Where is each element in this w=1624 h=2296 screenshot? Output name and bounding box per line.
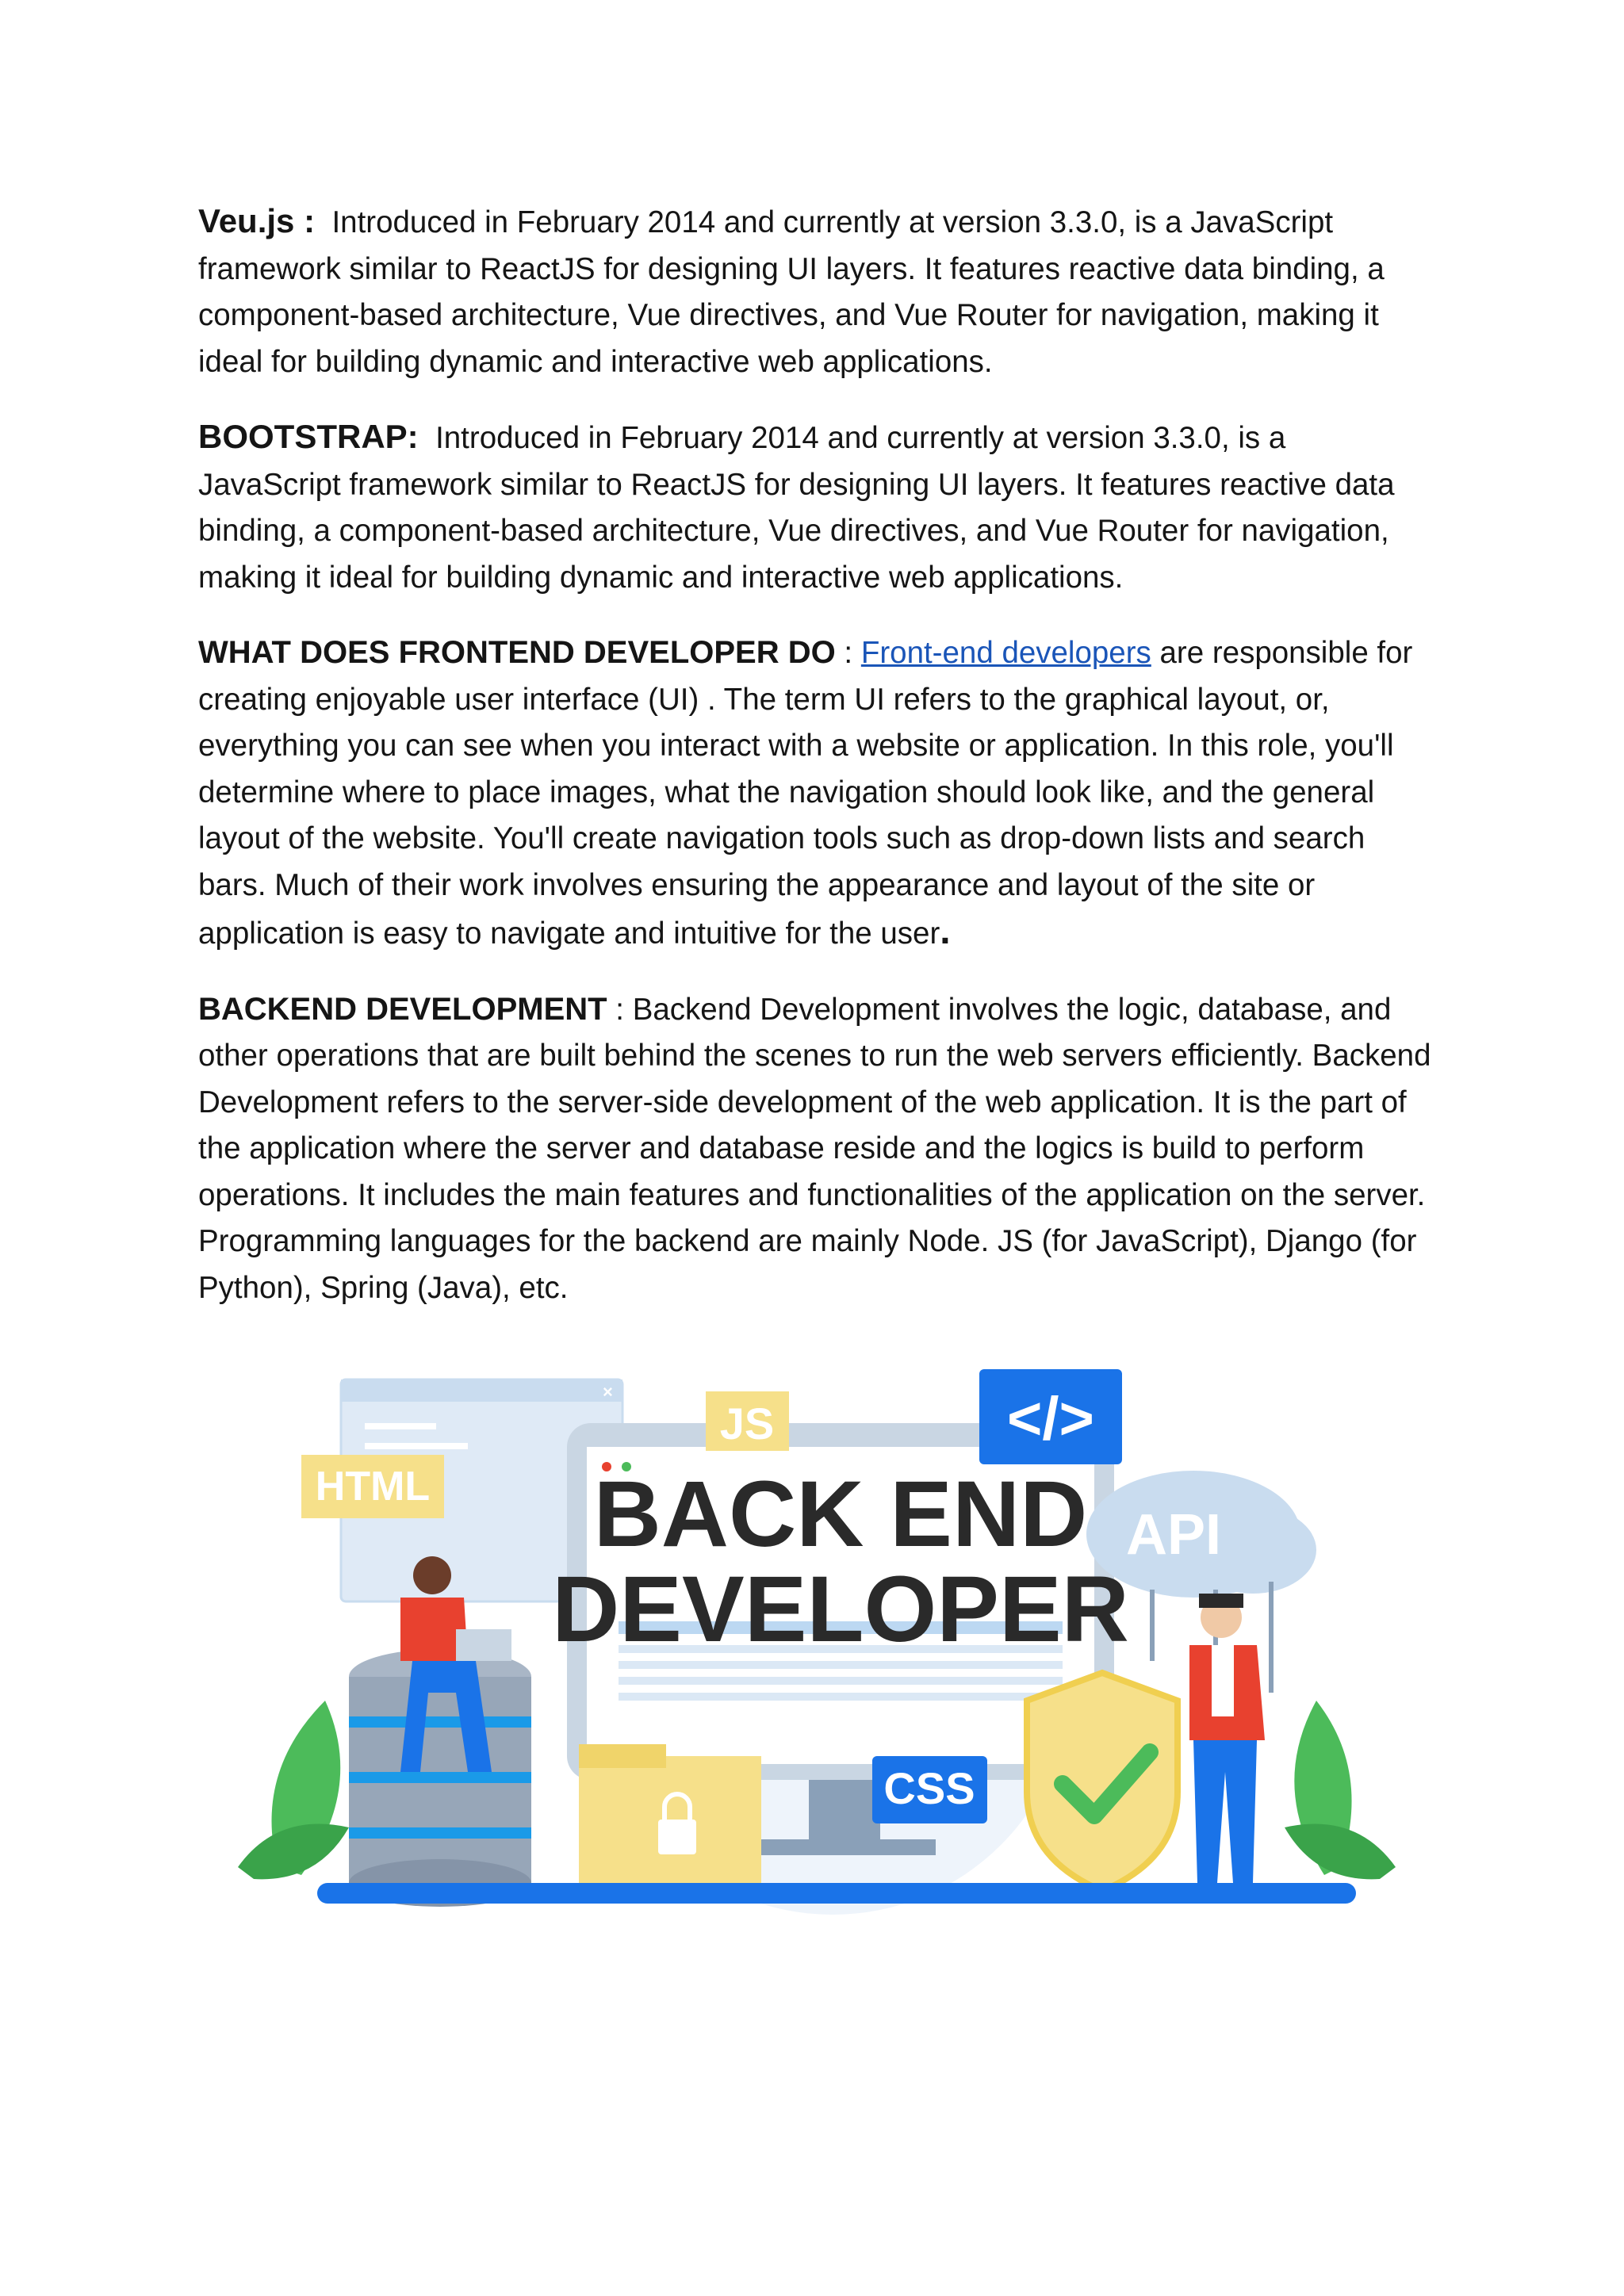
section-term: Veu.js : (198, 202, 316, 239)
section-body: are responsible for creating enjoyable user interface (UI) . The term UI refers to the graphical layout, or, everything you can see when you interact with a website or application. In this role, you'll determine where to place images, what the navigation should look like, and the general layout of the website. You'll create navigation tools such as drop-down lists and search bars. Much of their work involves ensuring the appearance and layout of the site or application is easy to navigate and intuitive for the user (198, 636, 1413, 951)
section-body: Backend Development involves the logic, database, and other operations that are built behind the scenes to run the web servers efficiently. Backend Development refers to the server-side development of the web application. It is the part of the application where the server and database reside and the logics is build to perform operations. It includes the main features and functionalities of the application on the server. Programming languages for the backend are mainly Node. JS (for JavaScript), Django (for Python), Spring (Java), etc. (198, 992, 1431, 1305)
section-separator: : (607, 992, 633, 1027)
section-vuejs (198, 198, 1435, 385)
html-badge-label: HTML (315, 1464, 431, 1510)
code-badge-icon (979, 1369, 1122, 1464)
section-term: BACKEND DEVELOPMENT (198, 991, 607, 1027)
headline-line-2: DEVELOPER (552, 1557, 1129, 1662)
section-end-dot: . (940, 910, 951, 952)
security-shield-icon (1027, 1673, 1178, 1891)
headline (552, 1462, 1129, 1662)
section-term: BOOTSTRAP: (198, 418, 419, 455)
css-badge-icon (872, 1756, 987, 1823)
document-body (198, 198, 1435, 1340)
section-term: WHAT DOES FRONTEND DEVELOPER DO (198, 635, 836, 670)
css-badge-label: CSS (883, 1763, 975, 1813)
headline-line-1: BACK END (593, 1462, 1088, 1567)
backend-developer-illustration (230, 1360, 1411, 1915)
api-badge-label: API (1125, 1503, 1222, 1567)
svg-text:×: × (603, 1382, 613, 1402)
plant-right-icon (1285, 1701, 1396, 1879)
section-body: Introduced in February 2014 and currently at version 3.3.0, is a JavaScript framework similar to ReactJS for designing UI layers. It features reactive data binding, a component-based architecture, Vue directives, and Vue Router for navigation, making it ideal for building dynamic and interactive web applications. (198, 421, 1395, 595)
section-frontend (198, 629, 1435, 958)
section-separator: : (835, 636, 861, 670)
js-badge-icon (706, 1391, 789, 1451)
html-badge-icon (301, 1455, 444, 1518)
folder-lock-icon (579, 1744, 761, 1891)
section-bootstrap (198, 414, 1435, 601)
section-backend (198, 986, 1435, 1312)
js-badge-label: JS (719, 1399, 775, 1448)
plant-left-icon (238, 1701, 349, 1879)
code-badge-label: </> (1007, 1385, 1094, 1452)
front-end-developers-link[interactable]: Front-end developers (860, 636, 1151, 670)
developer-man-figure (1189, 1594, 1265, 1883)
floor-bar (317, 1883, 1356, 1904)
illustration-svg (230, 1360, 1411, 1915)
section-body: Introduced in February 2014 and currently at version 3.3.0, is a JavaScript framework similar to ReactJS for designing UI layers. It features reactive data binding, a component-based architecture, Vue directives, and Vue Router for navigation, making it ideal for building dynamic and interactive web applications. (198, 205, 1385, 379)
